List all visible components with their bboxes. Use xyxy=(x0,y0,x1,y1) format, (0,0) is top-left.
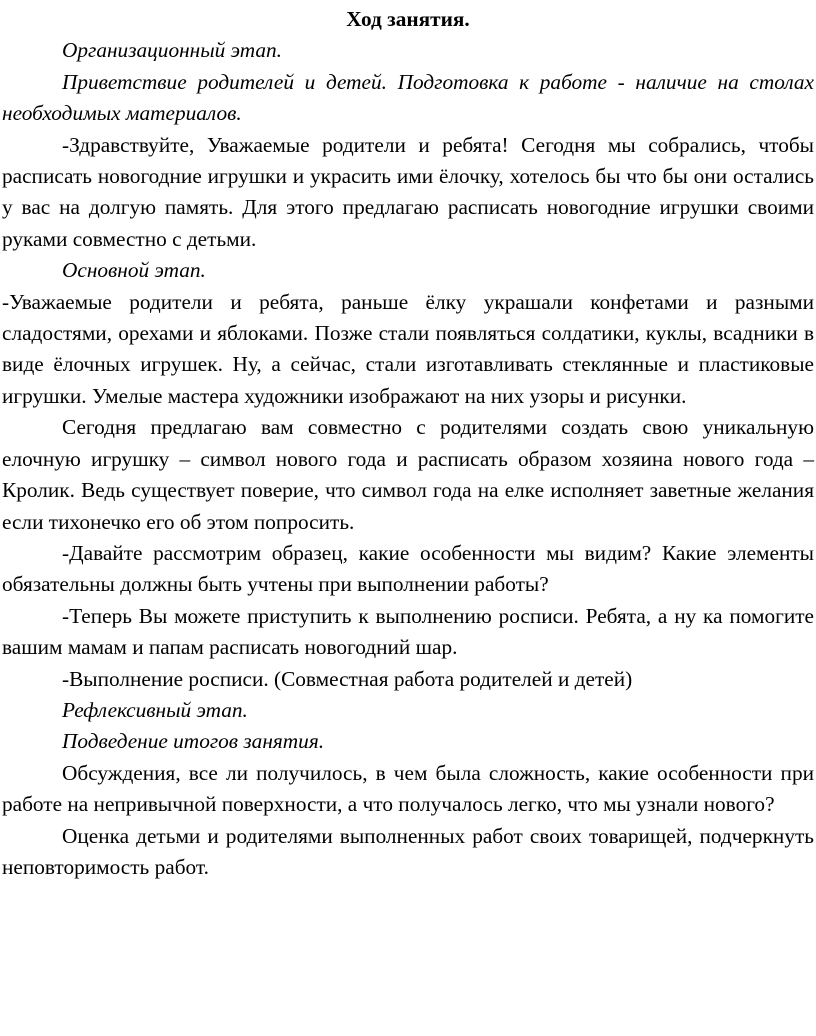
summary-heading: Подведение итогов занятия. xyxy=(62,729,325,754)
paragraph-history: -Уважаемые родители и ребята, раньше ёлку украшали конфетами и разными сладостями, орехами и яблоками. Позже стали появляться солдатики, куклы, всадники в виде ёлочных игрушек. Ну, а сейчас, стали изготавливать стеклянные и пластиковые игрушки. Умелые мастера художники изображают на них узоры и рисунки. xyxy=(2,289,814,408)
document-title: Ход занятия. xyxy=(346,7,470,31)
paragraph-sample: -Давайте рассмотрим образец, какие особенности мы видим? Какие элементы обязательны должны быть учтены при выполнении работы? xyxy=(2,540,814,597)
paragraph-painting: -Выполнение росписи. (Совместная работа родителей и детей) xyxy=(62,666,633,691)
paragraph-start-painting: -Теперь Вы можете приступить к выполнению росписи. Ребята, а ну ка помогите вашим мамам и папам расписать новогодний шар. xyxy=(2,603,814,660)
stage-heading-main: Основной этап. xyxy=(62,258,206,283)
stage-heading-organizational: Организационный этап. xyxy=(62,38,282,63)
greeting-description: Приветствие родителей и детей. Подготовка к работе - наличие на столах необходимых материалов. xyxy=(2,69,814,126)
paragraph-task: Сегодня предлагаю вам совместно с родителями создать свою уникальную елочную игрушку – символ нового года и расписать образом хозяина нового года – Кролик. Ведь существует поверие, что символ года на елке исполняет заветные желания если тихонечко его об этом попросить. xyxy=(2,415,814,534)
document-page xyxy=(2,4,814,883)
stage-heading-reflection: Рефлексивный этап. xyxy=(62,697,248,722)
paragraph-discussion: Обсуждения, все ли получилось, в чем была сложность, какие особенности при работе на непривычной поверхности, а что получалось легко, что мы узнали нового? xyxy=(2,760,814,817)
paragraph-evaluation: Оценка детьми и родителями выполненных работ своих товарищей, подчеркнуть неповторимость работ. xyxy=(2,823,814,879)
paragraph-welcome: -Здравствуйте, Уважаемые родители и ребята! Сегодня мы собрались, чтобы расписать новогодние игрушки и украсить ими ёлочку, хотелось бы что бы они остались у вас на долгую память. Для этого предлагаю расписать новогодние игрушки своими руками совместно с детьми. xyxy=(2,132,814,251)
